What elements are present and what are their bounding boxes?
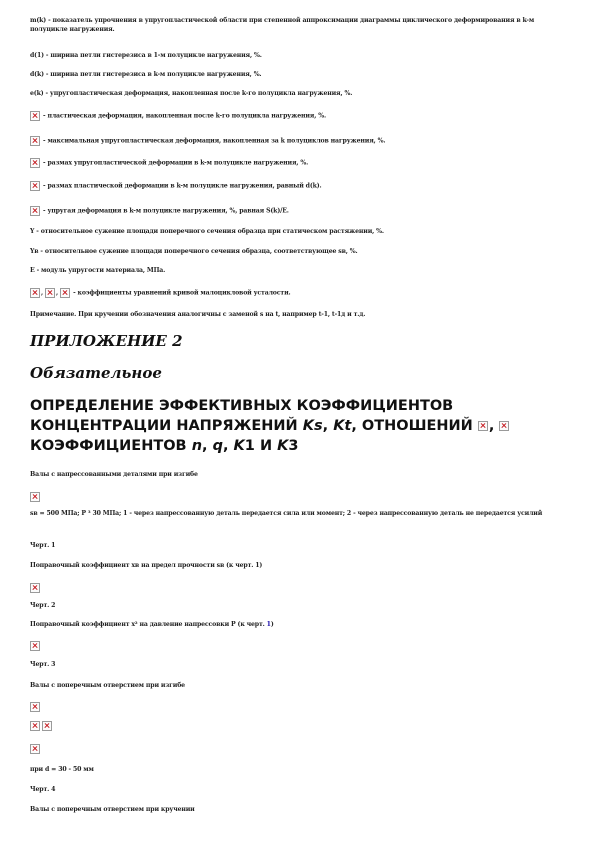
heading-k1: K — [233, 438, 245, 454]
heading-sep: , — [322, 418, 329, 434]
def-img2 — [30, 136, 565, 146]
def-img5-text: - упругая деформация в k-м полуцикле нагружения, %, равная S(k)/E. — [43, 207, 289, 215]
def-coef-text: - коэффициенты уравнений кривой малоцикловой усталости. — [73, 289, 291, 297]
correction-2-text: Поправочный коэффициент x² на давление напрессовки P (к черт. — [30, 621, 267, 628]
section-heading: ОПРЕДЕЛЕНИЕ ЭФФЕКТИВНЫХ КОЭФФИЦИЕНТОВ КОНЦЕНТРАЦИИ НАПРЯЖЕНИЙ Ks, Kt, ОТНОШЕНИЙ , КОЭФФИЦИЕНТОВ n, q, K1 И K3 — [30, 396, 570, 456]
heading-k1-sub: 1 — [244, 438, 255, 454]
def-E: E - модуль упругости материала, МПа. — [30, 267, 166, 274]
broken-image-icon — [30, 181, 40, 191]
shaft-press-heading: Валы с напрессованными деталями при изгибе — [30, 471, 198, 478]
def-coef: , , - коэффициенты уравнений кривой малоцикловой усталости. — [30, 288, 565, 298]
def-img1 — [30, 111, 565, 121]
broken-image-icon — [30, 641, 40, 651]
broken-image-icon — [30, 158, 40, 168]
broken-image-icon — [30, 721, 40, 731]
broken-image-icon — [30, 492, 40, 502]
heading-k3: K — [277, 438, 289, 454]
def-m-k: m(k) - показатель упрочнения в упругопластической области при степенной аппроксимации диаграммы циклического деформирования в k-м полуцикле нагружения. — [30, 17, 535, 33]
def-d-k: d(k) - ширина петли гистерезиса в k-м полуцикле нагружения, %. — [30, 71, 262, 78]
correction-1: Поправочный коэффициент xв на предел прочности sв (к черт. 1) — [30, 562, 263, 569]
broken-image-icon — [499, 421, 509, 431]
broken-image-icon — [60, 288, 70, 298]
chart1-legend: sв = 500 МПа; P ³ 30 МПа; 1 - через напрессованную деталь передается сила или момент; 2 - через напрессованную деталь не передается усилий — [30, 510, 543, 517]
def-img2-text: - максимальная упругопластическая деформация, накопленная за k полуциклов нагружения, %. — [43, 137, 386, 145]
chart1-caption: Черт. 1 — [30, 542, 56, 549]
appendix-title: ПРИЛОЖЕНИЕ 2 — [30, 332, 183, 350]
def-img3 — [30, 158, 565, 168]
chart3-caption: Черт. 3 — [30, 661, 56, 668]
chart4-caption: Черт. 4 — [30, 786, 56, 793]
appendix-status: Обязательное — [30, 364, 162, 382]
correction-2-end: ) — [270, 621, 274, 628]
heading-k3-sub: 3 — [288, 438, 299, 454]
def-e-k: e(k) - упругопластическая деформация, накопленная после k-го полуцикла нагружения, %. — [30, 90, 353, 97]
correction-2 — [30, 620, 565, 629]
heading-text-2: , ОТНОШЕНИЙ — [351, 418, 473, 434]
heading-kt: Kt — [333, 418, 352, 434]
heading-and: И — [259, 438, 273, 454]
heading-n: n — [191, 438, 203, 454]
broken-image-icon — [30, 136, 40, 146]
heading-ks: Ks — [302, 418, 323, 434]
def-img1-text: - пластическая деформация, накопленная после k-го полуцикла нагружения, %. — [43, 112, 326, 120]
shaft-hole-torsion-heading: Валы с поперечным отверстием при кручении — [30, 806, 195, 813]
heading-text-3: КОЭФФИЦИЕНТОВ — [30, 438, 187, 454]
heading-q: q — [212, 438, 223, 454]
def-d-1: d(1) - ширина петли гистерезиса в 1-м полуцикле нагружения, %. — [30, 52, 262, 59]
heading-text-1: ОПРЕДЕЛЕНИЕ ЭФФЕКТИВНЫХ КОЭФФИЦИЕНТОВ КОНЦЕНТРАЦИИ НАПРЯЖЕНИЙ — [30, 398, 454, 434]
d-range: при d = 30 - 50 мм — [30, 766, 94, 773]
broken-image-icon — [45, 288, 55, 298]
note: Примечание. При кручении обозначения аналогичны с заменой s на t, например t-1, t-1д и т.д. — [30, 311, 366, 318]
def-img3-text: - размах упругопластической деформации в k-м полуцикле нагружения, %. — [43, 159, 309, 167]
chart1-link[interactable]: 1 — [266, 621, 271, 628]
heading-comma: , — [488, 418, 495, 434]
broken-image-icon — [30, 288, 40, 298]
broken-image-icon — [478, 421, 488, 431]
broken-image-icon — [30, 702, 40, 712]
broken-image-icon — [30, 206, 40, 216]
broken-image-icon — [30, 744, 40, 754]
def-img4-text: - размах пластической деформации в k-м полуцикле нагружения, равный d(k). — [43, 182, 322, 190]
chart2-caption: Черт. 2 — [30, 602, 56, 609]
shaft-hole-bend-heading: Валы с поперечным отверстием при изгибе — [30, 682, 185, 689]
def-psi-b: Yв - относительное сужение площади поперечного сечения образца, соответствующее sв, %. — [30, 248, 358, 255]
def-psi: Y - относительное сужение площади поперечного сечения образца при статическом растяжении, %. — [30, 228, 384, 235]
broken-image-icon — [42, 721, 52, 731]
def-img5 — [30, 206, 565, 216]
def-img4 — [30, 181, 565, 191]
broken-image-icon — [30, 111, 40, 121]
broken-image-icon — [30, 583, 40, 593]
